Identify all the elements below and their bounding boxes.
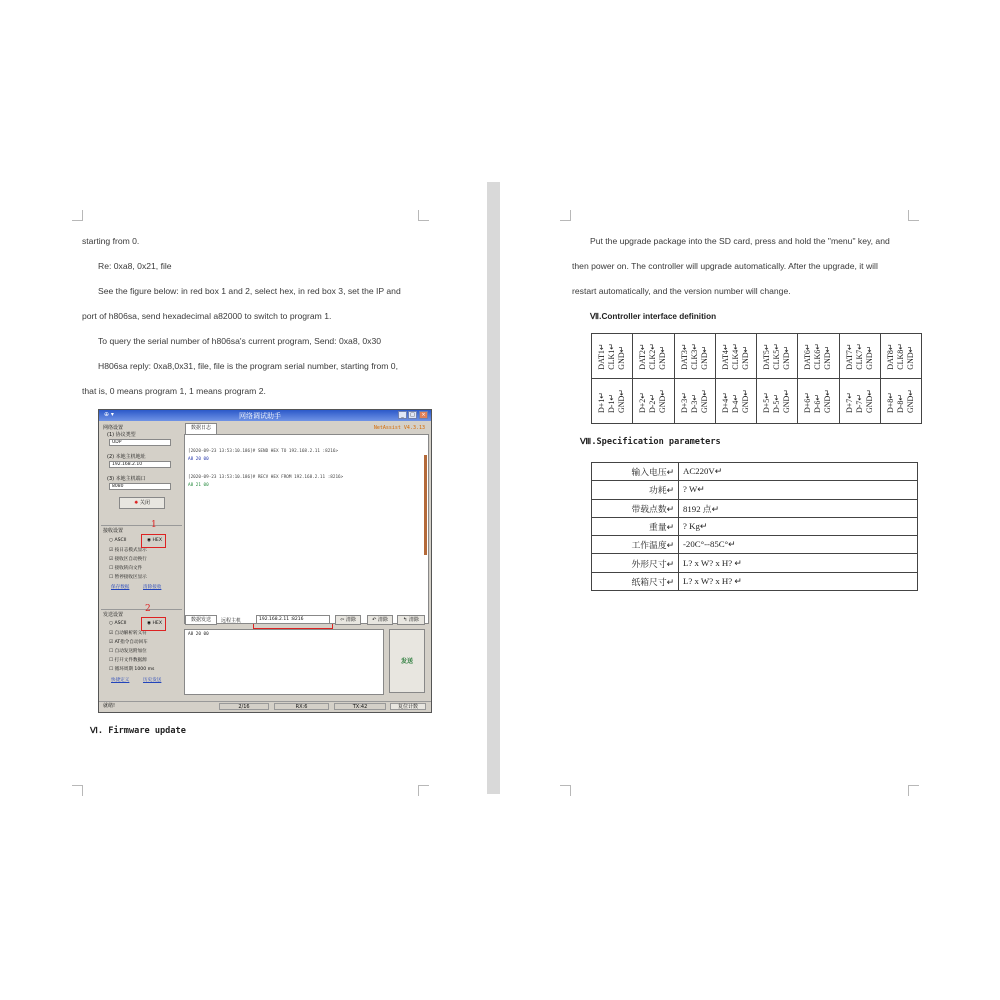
pin-cell-content — [716, 343, 756, 370]
crop-mark — [560, 210, 571, 221]
pin-label: D-5↵ — [772, 393, 782, 414]
spec-value: -20C°--85C°↵ — [679, 536, 918, 554]
pin-label: DAT5↵ — [762, 343, 772, 370]
paragraph: Put the upgrade package into the SD card, press and hold the "menu" key, and — [590, 236, 890, 246]
pin-cell-content — [881, 343, 921, 370]
pin-cell — [633, 334, 674, 379]
pin-label: GND↵ — [864, 345, 874, 370]
close-connection-button[interactable] — [119, 497, 165, 509]
crop-mark — [908, 785, 919, 796]
minimize-icon[interactable]: _ — [398, 411, 407, 419]
pin-label: D-6↵ — [813, 393, 823, 414]
app-menu-icon[interactable]: ⊕ ▾ — [104, 411, 114, 418]
pin-label: CLK8↵ — [895, 342, 905, 370]
pin-label: GND↵ — [658, 388, 668, 414]
pin-cell — [592, 379, 633, 424]
pin-label: DAT3↵ — [679, 343, 689, 370]
pin-cell — [798, 334, 839, 379]
network-settings-label: 网络设置 — [103, 425, 124, 431]
pin-label: CLK4↵ — [730, 342, 740, 370]
pin-label: CLK7↵ — [854, 342, 864, 370]
pin-label: CLK5↵ — [772, 342, 782, 370]
send-option-checkbox[interactable]: ☐ 循环周期 1000 ms — [109, 667, 155, 672]
pin-cell-content — [798, 389, 838, 413]
pin-label: D+5↵ — [762, 392, 772, 414]
pin-label: CLK1↵ — [607, 342, 617, 370]
tab-data-send[interactable]: 数据发送 — [185, 615, 217, 625]
protocol-label: (1) 协议类型 — [107, 432, 136, 438]
send-text: A8 20 00 — [188, 632, 209, 637]
pin-label: DAT1↵ — [597, 343, 607, 370]
receive-option-checkbox[interactable]: ☐ 暂停接收区显示 — [109, 575, 147, 580]
pin-label: D+6↵ — [803, 392, 813, 414]
paragraph: that is, 0 means program 1, 1 means program 2. — [82, 386, 266, 396]
pin-table — [591, 333, 922, 424]
send-ascii-label: ASCII — [114, 621, 127, 626]
clear-send-button[interactable]: ↶ 清除 — [367, 615, 393, 625]
clear-label: 清除 — [345, 617, 356, 623]
pin-cell-content — [840, 343, 880, 370]
status-bar — [99, 701, 431, 712]
receive-ascii-label: ASCII — [114, 538, 127, 543]
pin-label: D-7↵ — [854, 393, 864, 414]
red-box-1-label: 1 — [151, 520, 157, 530]
receive-hex-label: HEX — [152, 538, 162, 543]
status-count: 2/16 — [219, 703, 269, 710]
window-title: 网络调试助手 — [239, 412, 281, 420]
clear-receive-link[interactable]: 清除接收 — [143, 585, 162, 590]
spec-row — [592, 536, 918, 554]
spec-key: 重量↵ — [592, 517, 679, 535]
pin-cell-content — [592, 389, 632, 413]
spec-value: L? x W? x H? ↵ — [679, 572, 918, 590]
clear-remote-button[interactable]: ⇦ 清除 — [335, 615, 361, 625]
spec-key: 纸箱尺寸↵ — [592, 572, 679, 590]
pin-table-row — [592, 379, 922, 424]
spec-value: ? Kg↵ — [679, 517, 918, 535]
pin-cell — [880, 334, 921, 379]
paragraph: See the figure below: in red box 1 and 2, select hex, in red box 3, set the IP and — [98, 286, 401, 296]
receive-settings-group — [101, 525, 182, 526]
log-line: [2020-09-23 13:53:10.186]# RECV HEX FROM 192.168.2.11 :8216> — [188, 475, 344, 480]
pin-label: GND↵ — [782, 345, 792, 370]
receive-ascii-radio[interactable]: ○ ASCII — [109, 538, 127, 543]
maximize-icon[interactable]: □ — [408, 411, 417, 419]
settings-panel — [101, 423, 182, 708]
clear-label: 清除 — [408, 617, 419, 623]
receive-hex-radio[interactable]: ◉ HEX — [147, 538, 162, 543]
crop-mark — [72, 210, 83, 221]
pin-cell — [592, 334, 633, 379]
paragraph: restart automatically, and the version number will change. — [572, 286, 791, 296]
pin-label: GND↵ — [823, 388, 833, 414]
close-button-label: 关闭 — [139, 500, 150, 506]
red-box-2 — [141, 617, 166, 631]
pin-label: DAT4↵ — [720, 343, 730, 370]
paragraph: Re: 0xa8, 0x21, file — [98, 261, 172, 271]
log-line: A8 21 00 — [188, 483, 209, 488]
receive-option-label: 暂停接收区显示 — [114, 575, 147, 580]
host-ip-label: (2) 本地主机地址 — [107, 454, 146, 460]
shortcut-define-link[interactable]: 快捷定义 — [111, 678, 130, 683]
record-icon: ✹ — [134, 500, 139, 506]
send-option-checkbox[interactable]: ☐ 打开文件数据源 — [109, 658, 147, 663]
send-option-label: 自动解析转义符 — [114, 631, 147, 636]
pin-label: D+4↵ — [720, 392, 730, 414]
pin-cell — [674, 379, 715, 424]
netassist-screenshot — [98, 409, 432, 713]
close-window-icon[interactable]: × — [419, 411, 428, 419]
receive-option-checkbox[interactable]: ☑ 按日志模式显示 — [109, 548, 147, 553]
pin-label: D+3↵ — [679, 392, 689, 414]
crop-mark — [418, 210, 429, 221]
send-option-label: 循环周期 1000 ms — [114, 667, 155, 672]
pin-cell-content — [881, 389, 921, 413]
status-ready: 就绪! — [103, 703, 116, 709]
spec-row — [592, 517, 918, 535]
pin-label: GND↵ — [699, 388, 709, 414]
spec-key: 功耗↵ — [592, 481, 679, 499]
pin-label: CLK6↵ — [813, 342, 823, 370]
pin-cell-content — [633, 389, 673, 413]
spec-row — [592, 572, 918, 590]
status-rx: RX:6 — [274, 703, 329, 710]
pin-label: GND↵ — [617, 345, 627, 370]
spec-value: ? W↵ — [679, 481, 918, 499]
send-button[interactable]: 发送 — [389, 629, 425, 693]
pin-cell-content — [840, 389, 880, 413]
pin-cell — [633, 379, 674, 424]
host-ip-select[interactable]: 192.168.2.10 — [109, 461, 171, 468]
red-box-1 — [141, 534, 166, 548]
pin-cell — [757, 379, 798, 424]
spec-table — [591, 462, 918, 591]
protocol-select[interactable]: UDP — [109, 439, 171, 446]
pin-label: DAT7↵ — [844, 343, 854, 370]
pin-label: D-1↵ — [607, 393, 617, 414]
pin-label: D-4↵ — [730, 393, 740, 414]
pin-label: D+2↵ — [638, 392, 648, 414]
send-option-label: 打开文件数据源 — [114, 658, 147, 663]
pin-label: D-3↵ — [689, 393, 699, 414]
pin-label: CLK3↵ — [689, 342, 699, 370]
pin-label: DAT8↵ — [885, 343, 895, 370]
pin-label: GND↵ — [658, 345, 668, 370]
log-line: A8 20 00 — [188, 457, 209, 462]
remote-host-label: 远程主机 — [221, 618, 242, 624]
host-port-input[interactable]: 8080 — [109, 483, 171, 490]
heading-firmware-update: Ⅵ. Firmware update — [90, 726, 186, 736]
paragraph: port of h806sa, send hexadecimal a82000 to switch to program 1. — [82, 311, 332, 321]
pin-cell — [715, 334, 756, 379]
pin-cell-content — [592, 343, 632, 370]
pin-cell — [757, 334, 798, 379]
pin-label: D+7↵ — [844, 392, 854, 414]
receive-option-label: 按日志模式显示 — [114, 548, 147, 553]
spec-row — [592, 554, 918, 572]
log-line: [2020-09-23 13:53:10.186]# SEND HEX TO 192.168.2.11 :8216> — [188, 449, 339, 454]
tab-data-log[interactable]: 数据日志 — [185, 423, 217, 434]
send-hex-label: HEX — [152, 621, 162, 626]
pin-label: D-8↵ — [895, 393, 905, 414]
pin-label: GND↵ — [740, 388, 750, 414]
pin-label: GND↵ — [905, 388, 915, 414]
clear-label: 清除 — [377, 617, 388, 623]
receive-option-label: 接收转向文件 — [114, 566, 143, 571]
send-option-checkbox[interactable]: ☑ 自动解析转义符 — [109, 631, 147, 636]
spec-key: 带载点数↵ — [592, 499, 679, 517]
remote-host-select[interactable]: 192.168.2.11 :8216 — [256, 615, 330, 624]
pin-cell-content — [716, 389, 756, 413]
send-history-link[interactable]: 历史发送 — [143, 678, 162, 683]
pin-label: CLK2↵ — [648, 342, 658, 370]
status-tx: TX:42 — [334, 703, 386, 710]
pin-label: D+8↵ — [885, 392, 895, 414]
spec-row — [592, 463, 918, 481]
send-settings-label: 发送设置 — [103, 612, 124, 618]
pin-cell-content — [757, 343, 797, 370]
crop-mark — [72, 785, 83, 796]
send-option-checkbox[interactable]: ☐ 自动发送附加位 — [109, 649, 147, 654]
pin-cell — [715, 379, 756, 424]
pin-label: D+1↵ — [597, 392, 607, 414]
paragraph: then power on. The controller will upgrade automatically. After the upgrade, it will — [572, 261, 878, 271]
pin-label: GND↵ — [823, 345, 833, 370]
pin-label: GND↵ — [905, 345, 915, 370]
spec-value: 8192 点↵ — [679, 499, 918, 517]
pin-cell-content — [675, 343, 715, 370]
receive-log[interactable] — [184, 434, 429, 624]
pin-label: DAT6↵ — [803, 343, 813, 370]
clear-all-button[interactable]: ↰ 清除 — [397, 615, 425, 625]
pin-label: GND↵ — [740, 345, 750, 370]
log-scrollbar[interactable] — [424, 455, 427, 555]
spec-key: 外形尺寸↵ — [592, 554, 679, 572]
receive-option-label: 接收区自动换行 — [114, 557, 147, 562]
send-option-checkbox[interactable]: ☑ AT指令自动回车 — [109, 640, 148, 645]
heading-spec-parameters: Ⅷ.Specification parameters — [580, 437, 721, 447]
paragraph: starting from 0. — [82, 236, 140, 246]
pin-cell — [839, 379, 880, 424]
app-brand: NetAssist V4.3.13 — [373, 425, 425, 431]
paragraph: To query the serial number of h806sa's current program, Send: 0xa8, 0x30 — [98, 336, 382, 346]
reset-count-button[interactable]: 复位计数 — [390, 703, 426, 710]
crop-mark — [560, 785, 571, 796]
spec-row — [592, 499, 918, 517]
pin-cell — [798, 379, 839, 424]
receive-option-checkbox[interactable]: ☐ 接收转向文件 — [109, 566, 143, 571]
red-box-2-label: 2 — [145, 604, 151, 614]
pin-cell-content — [798, 343, 838, 370]
paragraph: H806sa reply: 0xa8,0x31, file, file is the program serial number, starting from 0, — [98, 361, 398, 371]
receive-option-checkbox[interactable]: ☑ 接收区自动换行 — [109, 557, 147, 562]
send-input[interactable] — [184, 629, 384, 695]
send-settings-group — [101, 609, 182, 610]
pin-label: D-2↵ — [648, 393, 658, 414]
spec-value: L? x W? x H? ↵ — [679, 554, 918, 572]
title-bar — [99, 410, 431, 421]
spec-key: 工作温度↵ — [592, 536, 679, 554]
send-option-label: 自动发送附加位 — [114, 649, 147, 654]
host-port-label: (3) 本地主机端口 — [107, 476, 146, 482]
pin-label: GND↵ — [617, 388, 627, 414]
crop-mark — [908, 210, 919, 221]
send-option-label: AT指令自动回车 — [114, 640, 148, 645]
receive-settings-label: 接收设置 — [103, 528, 124, 534]
send-hex-radio[interactable]: ◉ HEX — [147, 621, 162, 626]
spec-key: 输入电压↵ — [592, 463, 679, 481]
save-data-link[interactable]: 保存数据 — [111, 585, 130, 590]
send-ascii-radio[interactable]: ○ ASCII — [109, 621, 127, 626]
heading-controller-interface: Ⅶ.Controller interface definition — [590, 312, 717, 321]
pin-cell — [839, 334, 880, 379]
pin-label: GND↵ — [782, 388, 792, 414]
pin-label: DAT2↵ — [638, 343, 648, 370]
pin-cell — [674, 334, 715, 379]
spec-row — [592, 481, 918, 499]
pin-cell-content — [675, 389, 715, 413]
spec-value: AC220V↵ — [679, 463, 918, 481]
pin-cell-content — [633, 343, 673, 370]
crop-mark — [418, 785, 429, 796]
pin-label: GND↵ — [699, 345, 709, 370]
pin-table-row — [592, 334, 922, 379]
pin-label: GND↵ — [864, 388, 874, 414]
page-divider — [487, 182, 500, 794]
pin-cell — [880, 379, 921, 424]
pin-cell-content — [757, 389, 797, 413]
